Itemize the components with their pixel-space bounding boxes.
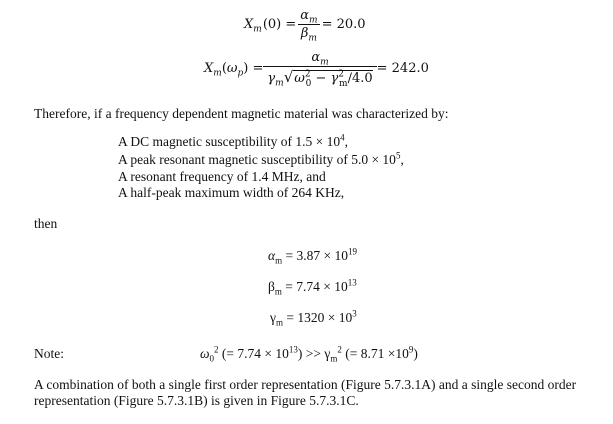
eq2-result: = 242.0 [376, 60, 429, 76]
eq1-lhs: $X_m$ [244, 17, 262, 35]
then-label: then [34, 216, 58, 231]
equation-peak-susceptibility [204, 50, 429, 89]
closing-paragraph-line-2: representation (Figure 5.7.3.1B) is given in Figure 5.7.3.1C. [34, 393, 359, 408]
eq2-lhs: $X_m$ [204, 60, 222, 79]
eq2-radicand: $\omega^2_0 - \gamma^2_m/4.0$ [294, 69, 373, 89]
eq1-result: = 20.0 [321, 17, 366, 32]
note-label: Note: [34, 346, 64, 361]
eq2-denominator: $\gamma_m√\omega^2_0 - \gamma^2_m/4.0$ [267, 68, 373, 89]
eq2-omega-p: $\omega_p$ [226, 60, 244, 79]
characteristic-half-peak-width: A half-peak maximum width of 264 KHz, [118, 185, 345, 200]
note-inequality: $\omega_0^2$ (= $7.74 \times 10^{13}) >> \gamma_m^2$ (= $8.71 \times 10^9$) [200, 344, 418, 364]
result-alpha: $\alpha_m = 3.87 \times 10^{19}$ [268, 246, 357, 266]
sqrt-icon: √ [283, 68, 294, 86]
eq2-fraction [265, 50, 374, 89]
result-gamma: $\gamma_m = 1320 \times 10^3$ [270, 308, 357, 328]
eq2-numerator: $\alpha_m$ [263, 50, 376, 67]
eq1-lhs-arg: (0) = [262, 17, 297, 32]
closing-paragraph-line-1: A combination of both a single first order representation (Figure 5.7.3.1A) and a single second order [34, 377, 577, 392]
characteristic-dc-susceptibility: A DC magnetic susceptibility of $1.5 \times 10^4$, [118, 132, 348, 149]
eq1-denominator: $\beta_m$ [300, 26, 317, 44]
eq2-close-paren: ) = [243, 60, 264, 76]
characteristic-peak-susceptibility: A peak resonant magnetic susceptibility of $5.0 \times 10^5$, [118, 150, 404, 167]
eq1-numerator: $\alpha_m$ [300, 8, 318, 26]
result-beta: $\beta_m = 7.74 \times 10^{13}$ [268, 277, 357, 297]
characteristic-resonant-frequency: A resonant frequency of 1.4 MHz, and [118, 169, 326, 184]
eq1-fraction [298, 8, 319, 44]
eq2-open-paren: ( [221, 60, 227, 76]
equation-dc-susceptibility [244, 8, 366, 44]
therefore-sentence: Therefore, if a frequency dependent magnetic material was characterized by: [34, 106, 449, 121]
